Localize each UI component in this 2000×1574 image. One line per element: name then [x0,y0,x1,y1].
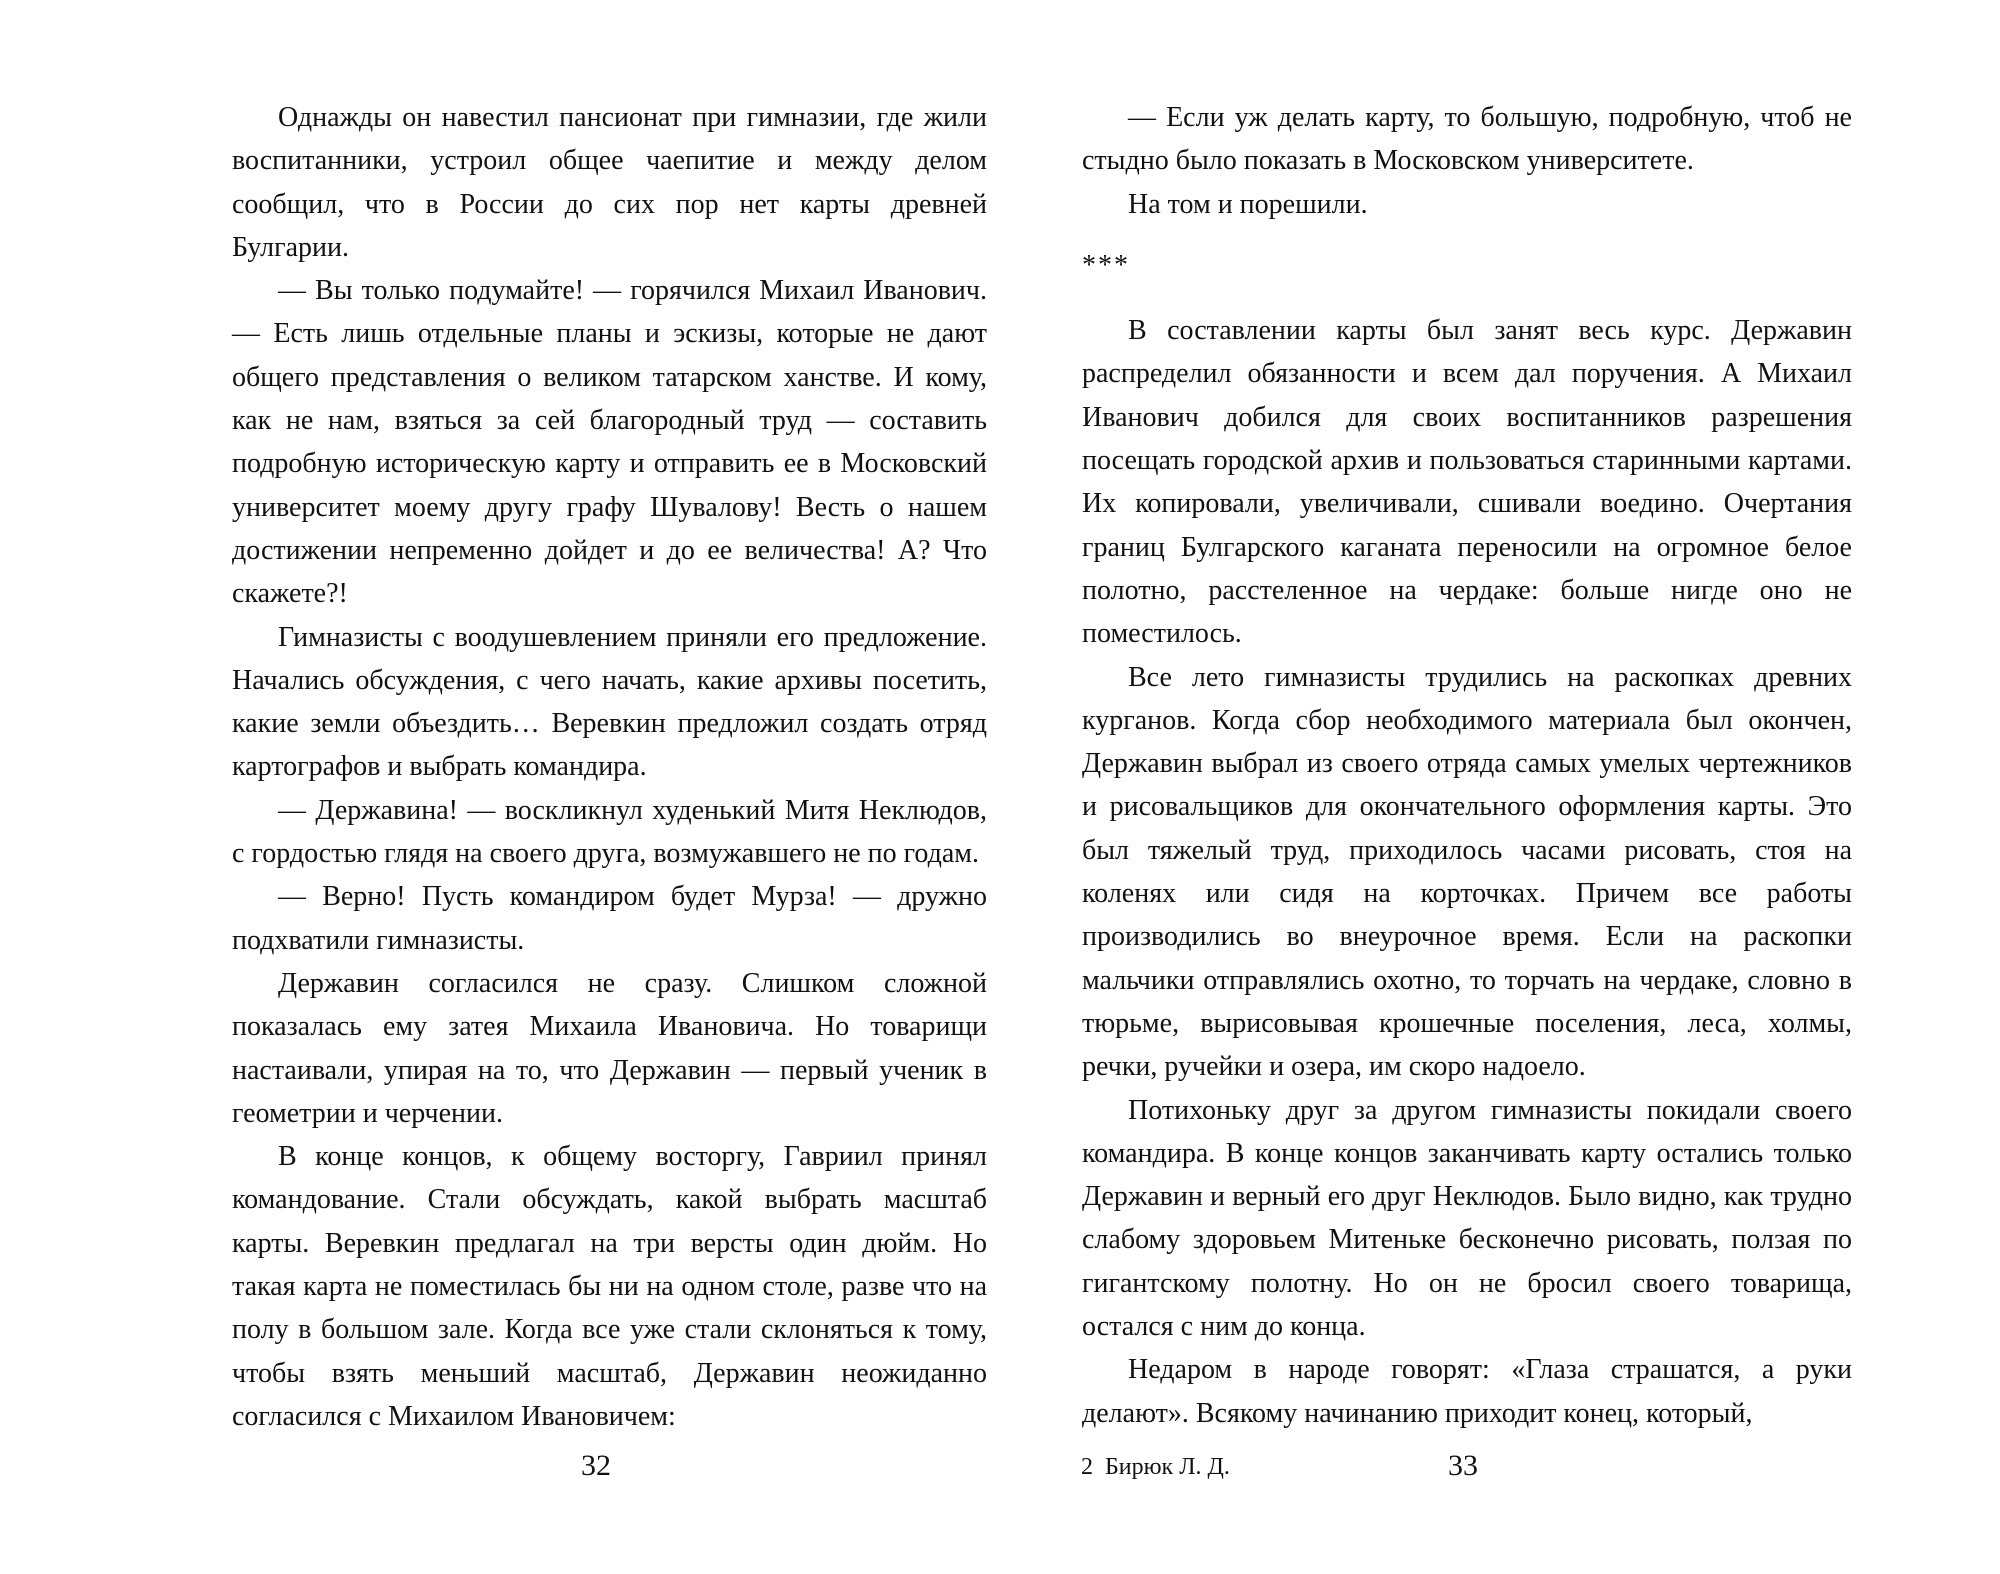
left-page [232,96,987,1438]
right-paragraph: На том и порешили. [1128,188,1368,220]
right-paragraph: Потихоньку друг за другом гимназисты покидали своего командира. В конце концов заканчивать карту остались только Державин и верный его друг Неклюдов. Было видно, как трудно слабому здоровьем Митеньке бесконечно рисовать, ползая по гигантскому полотну. Но он не бросил своего товарища, остался с ним до конца. [1082,1094,1852,1343]
right-paragraph: Недаром в народе говорят: «Глаза страшатся, а руки делают». Всякому начинанию приходит конец, который, [1082,1354,1852,1429]
signature-author: Бирюк Л. Д. [1105,1454,1230,1480]
right-paragraph: В составлении карты был занят весь курс. Державин распределил обязанности и всем дал поручения. А Михаил Иванович добился для своих воспитанников разрешения посещать городской архив и пользоваться старинными картами. Их копировали, увеличивали, сшивали воедино. Очертания границ Булгарского каганата переносили на огромное белое полотно, расстеленное на чердаке: больше нигде оно не поместилось. [1082,315,1852,650]
right-page-number: 33 [1448,1449,1478,1482]
section-separator: *** [1082,249,1130,281]
signature-number: 2 [1081,1454,1093,1480]
right-paragraph: — Если уж делать карту, то большую, подробную, чтоб не стыдно было показать в Московском университете. [1082,102,1852,177]
left-paragraph: Однажды он навестил пансионат при гимназии, где жили воспитанники, устроил общее чаепитие и между делом сообщил, что в России до сих пор нет карты древней Булгарии. [232,102,987,263]
left-page-number: 32 [581,1449,611,1482]
right-page [1082,96,1852,1435]
left-paragraph: — Верно! Пусть командиром будет Мурза! — дружно подхватили гимназисты. [232,881,987,956]
left-paragraph: Державин согласился не сразу. Слишком сложной показалась ему затея Михаила Ивановича. Но товарищи настаивали, упирая на то, что Державин — первый ученик в геометрии и черчении. [232,967,987,1129]
right-paragraph: Все лето гимназисты трудились на раскопках древних курганов. Когда сбор необходимого материала был окончен, Державин выбрал из своего отряда самых умелых чертежников и рисовальщиков для окончательного оформления карты. Это был тяжелый труд, приходилось часами рисовать, стоя на коленях или сидя на корточках. Причем все работы производились во внеурочное время. Если на раскопки мальчики отправлялись охотно, то торчать на чердаке, словно в тюрьме, вырисовывая крошечные поселения, леса, холмы, речки, ручейки и озера, им скоро надоело. [1082,661,1852,1083]
left-paragraph: — Вы только подумайте! — горячился Михаил Иванович. — Есть лишь отдельные планы и эскизы, которые не дают общего представления о великом татарском ханстве. И кому, как не нам, взяться за сей благородный труд — составить подробную историческую карту и отправить ее в Московский университет моему другу графу Шувалову! Весть о нашем достижении непременно дойдет и до ее величества! А? Что скажете?! [232,275,987,610]
printer-signature [1081,1451,1230,1483]
left-paragraph: — Державина! — воскликнул худенький Митя Неклюдов, с гордостью глядя на своего друга, возмужавшего не по годам. [232,794,987,870]
left-paragraph: В конце концов, к общему восторгу, Гавриил принял командование. Стали обсуждать, какой выбрать масштаб карты. Веревкин предлагал на три версты один дюйм. Но такая карта не поместилась бы ни на одном столе, разве что на полу в большом зале. Когда все уже стали склоняться к тому, чтобы взять меньший масштаб, Державин неожиданно согласился с Михаилом Ивановичем: [232,1141,987,1432]
left-paragraph: Гимназисты с воодушевлением приняли его предложение. Начались обсуждения, с чего начать, какие архивы посетить, какие земли объездить… Веревкин предложил создать отряд картографов и выбрать командира. [232,621,987,783]
